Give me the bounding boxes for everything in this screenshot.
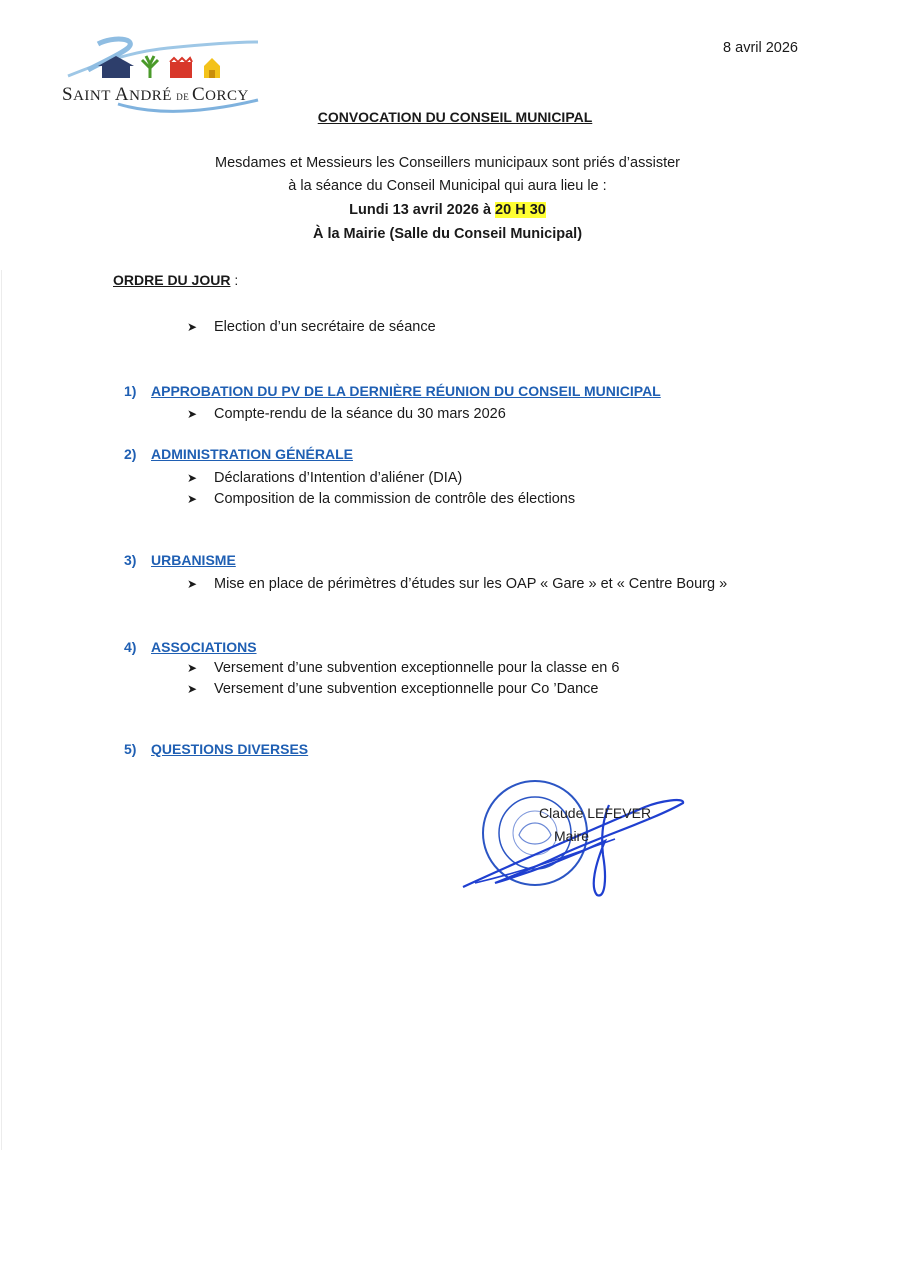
agenda-item: ➤ Mise en place de périmètres d’études sur les OAP « Gare » et « Centre Bourg » <box>187 576 728 592</box>
arrow-bullet-icon: ➤ <box>187 577 198 591</box>
scan-margin-line <box>1 270 2 1150</box>
agenda-item: ➤ Compte-rendu de la séance du 30 mars 2026 <box>187 406 506 422</box>
agenda-section-2: 2) ADMINISTRATION GÉNÉRALE <box>124 446 353 462</box>
arrow-bullet-icon: ➤ <box>187 682 198 696</box>
agenda-section-5: 5) QUESTIONS DIVERSES <box>124 741 309 757</box>
agenda-preliminary-item: ➤ Election d’un secrétaire de séance <box>187 319 436 335</box>
agenda-heading: ORDRE DU JOUR : <box>113 272 239 288</box>
arrow-bullet-icon: ➤ <box>187 661 198 675</box>
agenda-item: ➤ Déclarations d’Intention d’aliéner (DIA) <box>187 470 463 486</box>
agenda-section-4: 4) ASSOCIATIONS <box>124 639 257 655</box>
agenda-item: ➤ Versement d’une subvention exceptionnelle pour Co ’Dance <box>187 681 599 697</box>
meeting-datetime <box>0 202 895 218</box>
meeting-date: Lundi 13 avril 2026 à <box>349 202 496 218</box>
mayor-title: Maire <box>554 828 590 844</box>
logo-text: SAINT ANDRÉ DE CORCY <box>62 84 249 105</box>
arrow-bullet-icon: ➤ <box>187 320 198 334</box>
intro-line-1: Mesdames et Messieurs les Conseillers municipaux sont priés d’assister <box>215 155 680 171</box>
arrow-bullet-icon: ➤ <box>187 492 198 506</box>
signature-block <box>455 775 695 905</box>
agenda-item: ➤ Composition de la commission de contrôle des élections <box>187 491 576 507</box>
meeting-time: 20 H 30 <box>495 202 546 218</box>
meeting-location: À la Mairie (Salle du Conseil Municipal) <box>312 226 583 242</box>
arrow-bullet-icon: ➤ <box>187 407 198 421</box>
municipal-logo <box>58 34 288 114</box>
document-date: 8 avril 2026 <box>723 40 798 56</box>
agenda-section-1: 1) APPROBATION DU PV DE LA DERNIÈRE RÉUNION DU CONSEIL MUNICIPAL <box>124 383 661 399</box>
mayor-name: Claude LEFEVER <box>539 805 652 821</box>
agenda-section-3: 3) URBANISME <box>124 552 236 568</box>
agenda-item: ➤ Versement d’une subvention exceptionnelle pour la classe en 6 <box>187 660 620 676</box>
arrow-bullet-icon: ➤ <box>187 471 198 485</box>
document-title: CONVOCATION DU CONSEIL MUNICIPAL <box>317 109 593 125</box>
intro-line-2: à la séance du Conseil Municipal qui aura lieu le : <box>288 178 607 194</box>
